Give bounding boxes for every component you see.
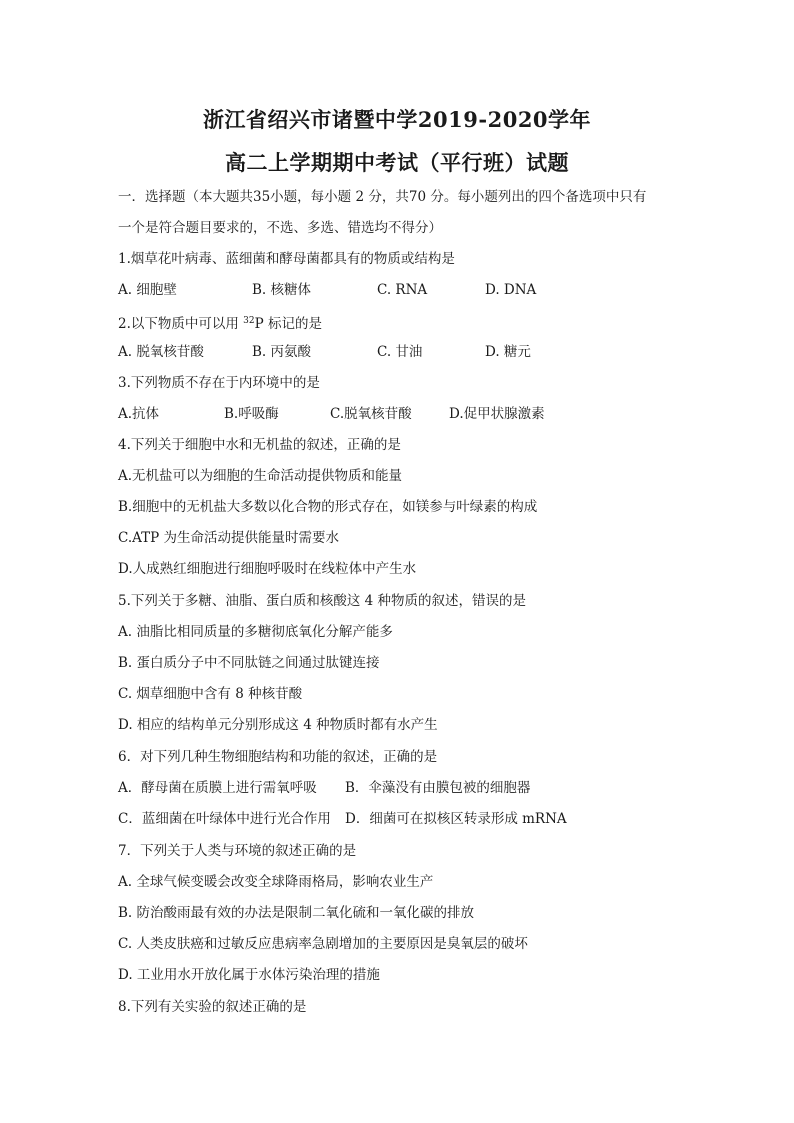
question-2-options	[118, 343, 718, 361]
question-5-option-b: B. 蛋白质分子中不同肽链之间通过肽键连接	[118, 655, 380, 671]
question-6-stem: 6．对下列几种生物细胞结构和功能的叙述，正确的是	[118, 749, 438, 765]
option-b: B.呼吸酶	[224, 406, 279, 422]
option-d: D. 糖元	[485, 344, 531, 360]
question-1-stem: 1.烟草花叶病毒、蓝细菌和酵母菌都具有的物质或结构是	[118, 251, 455, 267]
option-a: A.抗体	[118, 406, 160, 422]
title-line-1: 浙江省绍兴市诸暨中学2019-2020学年	[202, 107, 592, 132]
option-b: B. 核糖体	[252, 282, 312, 298]
option-b: B．伞藻没有由膜包被的细胞器	[345, 780, 531, 796]
option-c: C. 甘油	[377, 344, 423, 360]
question-4-option-b: B.细胞中的无机盐大多数以化合物的形式存在，如镁参与叶绿素的构成	[118, 499, 538, 515]
question-3-options	[118, 405, 718, 423]
question-4-option-a: A.无机盐可以为细胞的生命活动提供物质和能量	[118, 468, 403, 484]
question-3-stem: 3.下列物质不存在于内环境中的是	[118, 375, 320, 391]
question-2-stem-pre: 2.以下物质中可以用	[118, 316, 244, 332]
option-c: C. RNA	[377, 282, 428, 298]
question-5-option-d: D. 相应的结构单元分别形成这 4 种物质时都有水产生	[118, 717, 438, 733]
question-7-option-b: B. 防治酸雨最有效的办法是限制二氧化硫和一氧化碳的排放	[118, 905, 475, 921]
question-2-stem-post: P 标记的是	[254, 316, 322, 332]
option-a: A．酵母菌在质膜上进行需氧呼吸	[118, 780, 317, 796]
section-heading-continued: 一个是符合题目要求的，不选、多选、错选均不得分）	[118, 220, 442, 236]
question-5-option-a: A. 油脂比相同质量的多糖彻底氧化分解产能多	[118, 624, 393, 640]
option-d: D．细菌可在拟核区转录形成 mRNA	[345, 811, 567, 827]
option-d: D. DNA	[485, 282, 537, 298]
question-8-stem: 8.下列有关实验的叙述正确的是	[118, 999, 307, 1015]
question-4-stem: 4.下列关于细胞中水和无机盐的叙述，正确的是	[118, 437, 401, 453]
question-2-stem	[118, 312, 718, 333]
question-7-option-d: D. 工业用水开放化属于水体污染治理的措施	[118, 967, 380, 983]
option-a: A. 脱氧核苷酸	[118, 344, 204, 360]
question-7-option-a: A. 全球气候变暖会改变全球降雨格局，影响农业生产	[118, 874, 434, 890]
question-4-option-d: D.人成熟红细胞进行细胞呼吸时在线粒体中产生水	[118, 561, 417, 577]
question-1-options	[118, 281, 718, 299]
question-5-option-c: C. 烟草细胞中含有 8 种核苷酸	[118, 686, 303, 702]
option-c: C.脱氧核苷酸	[330, 406, 412, 422]
title-line-2: 高二上学期期中考试（平行班）试题	[225, 150, 569, 175]
question-7-stem: 7．下列关于人类与环境的叙述正确的是	[118, 843, 357, 859]
question-4-option-c: C.ATP 为生命活动提供能量时需要水	[118, 530, 340, 546]
question-6-options-row-1	[118, 779, 718, 797]
option-c: C．蓝细菌在叶绿体中进行光合作用	[118, 811, 331, 827]
option-d: D.促甲状腺激素	[449, 406, 545, 422]
option-a: A. 细胞壁	[118, 282, 177, 298]
question-7-option-c: C. 人类皮肤癌和过敏反应患病率急剧增加的主要原因是臭氧层的破坏	[118, 936, 528, 952]
isotope-mass-number: 32	[243, 316, 255, 326]
question-6-options-row-2	[118, 810, 718, 828]
question-5-stem: 5.下列关于多糖、油脂、蛋白质和核酸这 4 种物质的叙述，错误的是	[118, 593, 527, 609]
section-heading: 一．选择题（本大题共35小题，每小题 2 分，共70 分。每小题列出的四个备选项中只有	[118, 189, 647, 205]
option-b: B. 丙氨酸	[252, 344, 312, 360]
